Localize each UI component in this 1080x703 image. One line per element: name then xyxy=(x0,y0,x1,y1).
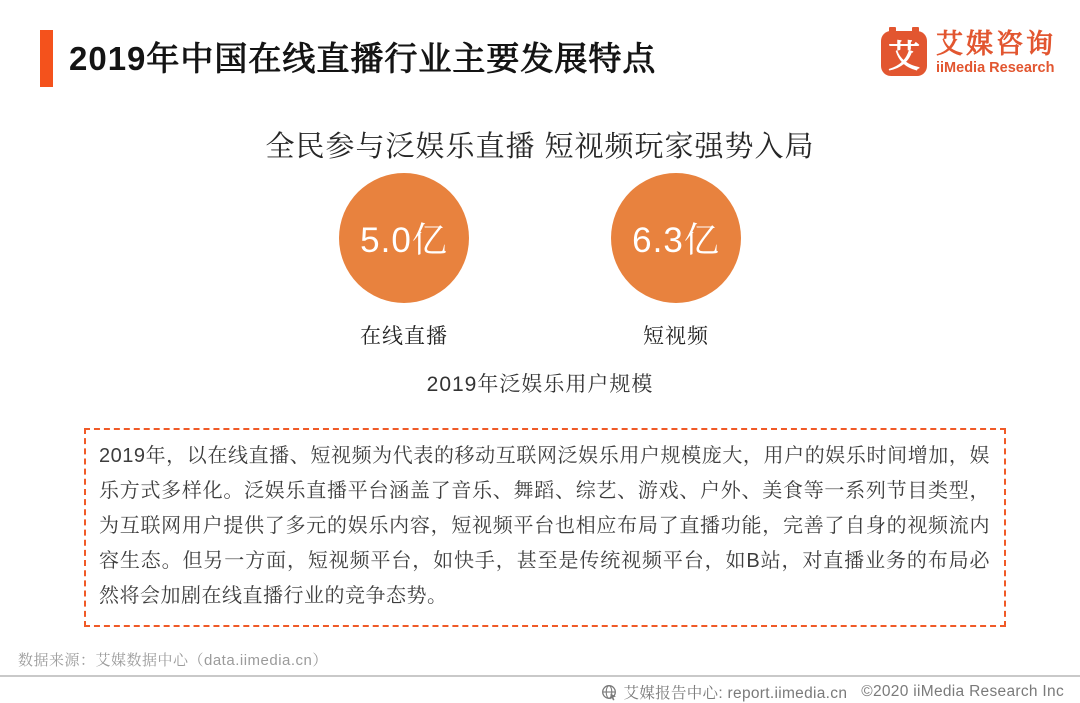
globe-cursor-icon xyxy=(601,684,618,701)
iimedia-logo xyxy=(881,31,1056,76)
stat-online-live-label: 在线直播 xyxy=(360,325,448,348)
title-accent-bar xyxy=(40,30,53,87)
stat-online-live-group xyxy=(339,173,469,350)
stat-online-live-bubble xyxy=(339,173,469,303)
logo-text xyxy=(936,31,1056,76)
footer-divider xyxy=(0,675,1080,677)
stat-online-live-value: 5.0亿 xyxy=(360,221,448,260)
stat-bubbles xyxy=(0,173,1080,350)
data-source: 数据来源：艾媒数据中心（data.iimedia.cn） xyxy=(18,652,328,669)
copyright-text: ©2020 iiMedia Research Inc xyxy=(861,683,1064,700)
header xyxy=(40,30,656,87)
iimedia-logo-icon xyxy=(881,31,927,76)
stat-short-video-value: 6.3亿 xyxy=(632,221,720,260)
summary-box xyxy=(84,428,1006,627)
logo-icon-glyph: 艾 xyxy=(887,37,920,74)
figure-caption: 2019年泛娱乐用户规模 xyxy=(426,373,654,396)
footer-right xyxy=(601,681,1064,703)
summary-text: 2019年，以在线直播、短视频为代表的移动互联网泛娱乐用户规模庞大，用户的娱乐时间增加，娱乐方式多样化。泛娱乐直播平台涵盖了音乐、舞蹈、综艺、游戏、户外、美食等一系列节目类型，为互联网用户提供了多元的娱乐内容，短视频平台也相应布局了直播功能，完善了自身的视频流内容生态。但另一方面，短视频平台，如快手，甚至是传统视频平台，如B站，对直播业务的布局必然将会加剧在线直播行业的竞争态势。 xyxy=(99,445,990,607)
report-center-text: 艾媒报告中心: report.iimedia.cn xyxy=(623,685,848,702)
stat-short-video-group xyxy=(611,173,741,350)
logo-name-cn: 艾媒咨询 xyxy=(936,29,1056,60)
page-title: 2019年中国在线直播行业主要发展特点 xyxy=(69,40,657,77)
logo-name-en: iiMedia Research xyxy=(936,60,1055,77)
section-subtitle: 全民参与泛娱乐直播 短视频玩家强势入局 xyxy=(265,131,815,163)
stat-short-video-bubble xyxy=(611,173,741,303)
stat-short-video-label: 短视频 xyxy=(643,325,709,348)
